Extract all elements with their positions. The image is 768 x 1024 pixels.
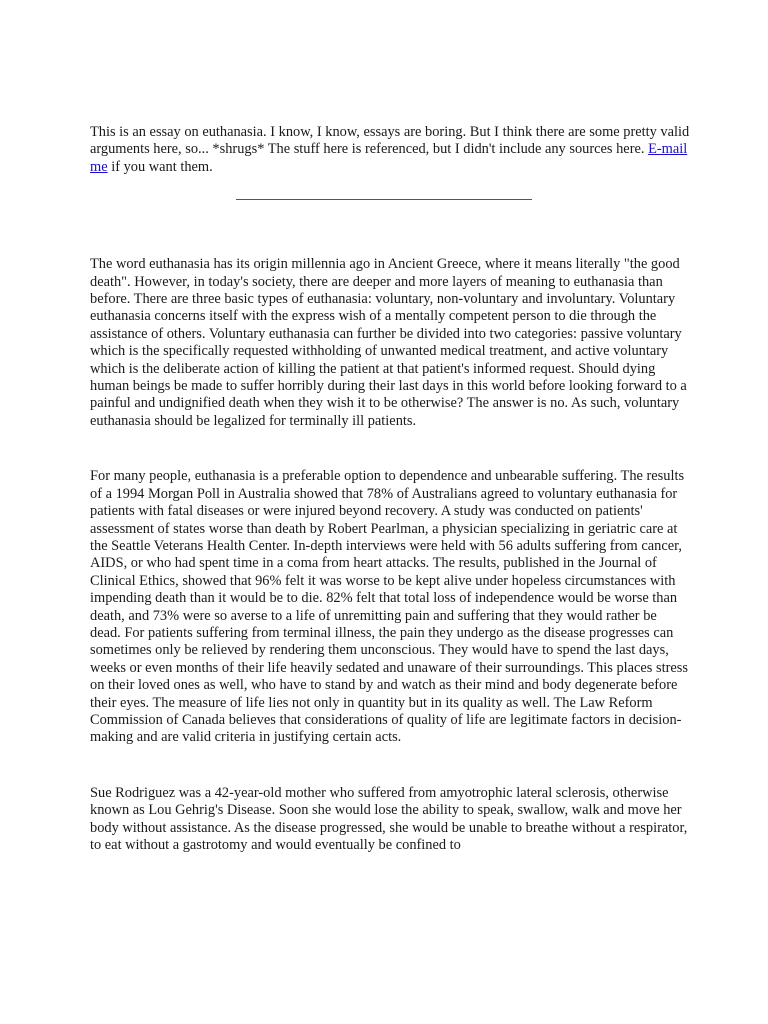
- essay-paragraph-definition: The word euthanasia has its origin millennia ago in Ancient Greece, where it means literally "the good death". However, in today's society, there are deeper and more layers of meaning to euthanasia than before. There are three basic types of euthanasia: voluntary, non-voluntary and involuntary. Voluntary euthanasia concerns itself with the express wish of a mentally competent person to die through the assistance of others. Voluntary euthanasia can further be divided into two categories: passive voluntary which is the specifically requested withholding of unwanted medical treatment, and active voluntary which is the deliberate action of killing the patient at that patient's informed request. Should dying human beings be made to suffer horribly during their last days in this world before looking forward to a painful and undignified death when they wish it to be otherwise? The answer is no. As such, voluntary euthanasia should be legalized for terminally ill patients.: [90, 256, 687, 429]
- horizontal-rule: [236, 199, 532, 200]
- intro-paragraph: [90, 124, 690, 176]
- email-link[interactable]: E-mail me: [90, 141, 688, 175]
- essay-paragraph-sue-rodriguez: Sue Rodriguez was a 42-year-old mother who suffered from amyotrophic lateral sclerosis, otherwise known as Lou Gehrig's Disease. Soon she would lose the ability to speak, swallow, walk and move her body without assistance. As the disease progressed, she would be unable to breathe without a respirator, to eat without a gastrotomy and would eventually be confined to: [90, 784, 688, 853]
- essay-paragraph-suffering: For many people, euthanasia is a preferable option to dependence and unbearable suffering. The results of a 1994 Morgan Poll in Australia showed that 78% of Australians agreed to voluntary euthanasia for patients with fatal diseases or were injured beyond recovery. A study was conducted on patients' assessment of states worse than death by Robert Pearlman, a physician specializing in geriatric care at the Seattle Veterans Health Center. In-depth interviews were held with 56 adults suffering from cancer, AIDS, or who had spent time in a coma from heart attacks. The results, published in the Journal of Clinical Ethics, showed that 96% felt it was worse to be kept alive under hopeless circumstances with impending death than it would be to die. 82% felt that total loss of independence would be worse than death, and 73% were so averse to a life of unremitting pain and suffering that they would rather be dead. For patients suffering from terminal illness, the pain they undergo as the disease progresses can sometimes only be relieved by rendering them unconscious. They would have to spend the last days, weeks or even months of their life heavily sedated and unaware of their surroundings. This places stress on their loved ones as well, who have to stand by and watch as their mind and body degenerate before their eyes. The measure of life lies not only in quantity but in its quality as well. The Law Reform Commission of Canada believes that considerations of quality of life are legitimate factors in decision-making and are valid criteria in justifying certain acts.: [90, 468, 688, 746]
- intro-text-before-link: This is an essay on euthanasia. I know, I know, essays are boring. But I think there are some pretty valid arguments here, so... *shrugs* The stuff here is referenced, but I didn't include any sources here.: [90, 124, 690, 158]
- intro-text-after-link: if you want them.: [107, 158, 213, 175]
- essay-page: [90, 124, 690, 854]
